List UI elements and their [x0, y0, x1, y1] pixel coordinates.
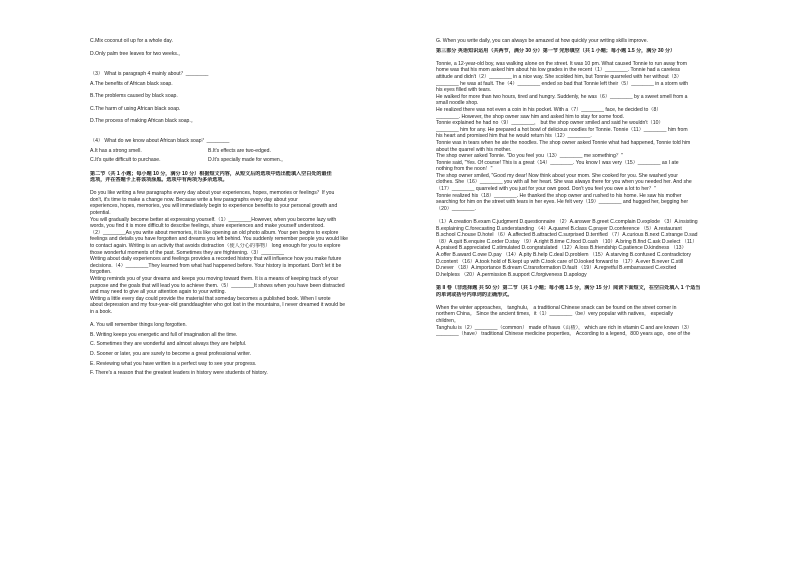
- options-row: [90, 148, 436, 155]
- answer-options-line: B.explaining C.forecasting D.understanding （4）A.quarrel B.class C.prayer D.conference （5）A.restaurant: [436, 225, 682, 232]
- section-heading: 的单词或括号内单词的正确形式。: [436, 291, 513, 298]
- story-line: The shop owner smiled, "Good my dear! Now think about your mom. She cooked for you. She washed your: [436, 172, 678, 179]
- passage-line: northern China。 Since the ancient times，it（1）________（be）very popular with natives， especially: [436, 311, 673, 318]
- story-line: small noodle shop.: [436, 100, 479, 107]
- passage-line: ________（have） traditional Chinese medicine properties。 According to a legend，800 years ago，one of the: [436, 331, 691, 338]
- choice-a: A. You will remember things long forgotten.: [90, 322, 187, 329]
- story-line: ________. However, the shop owner saw him and asked him to stay for some food.: [436, 113, 625, 120]
- section-heading: 第三部分 英语知识运用（共两节，满分 30 分）第一节 完形填空（共 1 小题；每小题 1.5 分，满分 30 分）: [436, 47, 676, 54]
- passage-line: Tanghulu is（2）________（common） made of haws（山楂）， which are rich in vitamin C and are known（3）: [436, 324, 692, 331]
- question-4: （4） What do we know about African black soap？________: [90, 138, 230, 145]
- passage-line: You will gradually become better at expressing yourself.（1）________However, when you become lazy with: [90, 216, 337, 223]
- option-c: C.The harm of using African black soap.: [90, 105, 181, 112]
- passage-line: words, you find it is more difficult to describe feelings, share experiences and make yourself understood.: [90, 223, 325, 230]
- option-b: B.The problems caused by black soap.: [90, 93, 178, 100]
- story-line: ________ him for any. He prepared a hot bowl of delicious noodles for Tonnie. Tonnie（11）________ him from: [436, 126, 688, 133]
- story-line: He realized there was not even a coin in his pocket. With a（7）________ face, he decided to（8）: [436, 106, 662, 113]
- option-c: C.It's quite difficult to purchase.: [90, 157, 161, 164]
- choice-c: C. Sometimes they are wonderful and almost always they are helpful.: [90, 341, 247, 348]
- passage-line: decisions.（4）________They learned from what had happened before. Your history is important. Don't let it be: [90, 262, 342, 269]
- passage-line: those wonderful moments of the past. Sometimes they are frightening.（3）________: [90, 249, 284, 256]
- passage-line: Do you like writing a few paragraphs every day about your experiences, hopes, memories or feelings？If you: [90, 190, 335, 197]
- answer-options-line: D.never （18）A.importance B.dream C.transformation D.fault （19）A.regretful B.embarrassed C.excited: [436, 265, 677, 272]
- story-line: He walked for more than two hours, tired and hungry. Suddenly, he was（6）________ by a sweet smell from a: [436, 93, 688, 100]
- passage-line: experiences, hopes, memories, you will immediately begin to experience benefits to your personal growth and: [90, 203, 338, 210]
- passage-line: and may need to give all your attention again to your writing.: [90, 289, 226, 296]
- passage-line: Writing a little every day could provide the material that someday becomes a published book. When I wrote: [90, 295, 331, 302]
- option-a: A.The benefits of African black soap.: [90, 80, 173, 87]
- story-line: Tonnie was in tears when he ate the noodles. The shop owner asked Tonnie what had happened, Tonnie told him: [436, 139, 691, 146]
- passage-line: don't, it's time to make a change now. Because write a few paragraphs every day about your: [90, 196, 298, 203]
- story-line: Tonnie realized his（18）________. He thanked the shop owner and rushed to his home. He saw his mother: [436, 192, 682, 199]
- choice-f: F. There's a reason that the greatest leaders in history were students of history.: [90, 370, 268, 377]
- passage-line: feelings and details you have forgotten and dreams you left behind. You suddenly remember people you would like: [90, 236, 348, 243]
- story-line: about the quarrel with his mother.: [436, 146, 512, 153]
- passage-line: potential.: [90, 210, 111, 217]
- passage-line: Writing about daily experiences and feelings provides a recorded history that will influence how you make future: [90, 256, 342, 263]
- story-line: Tonnie explained he had no（9）________， but the shop owner smiled and said he wouldn't（10）: [436, 120, 664, 127]
- choice-d: D. Sooner or later, you are surely to become a great professional writer.: [90, 350, 252, 357]
- story-line: ________ he was at fault. The（4）________ ended so bad that Tonnie left their（5）________ in a storm with: [436, 80, 689, 87]
- passage-line: in a book.: [90, 308, 113, 315]
- answer-options-line: D.content （16）A.took hold of B.kept up with C.took care of D.looked forward to （17）A.ever B.never C.still: [436, 258, 684, 265]
- passage-line: to contact again. Writing is an activity that avoids distraction（使人分心的事物） long enough for you to explore: [90, 243, 341, 250]
- answer-options-line: A.praised B.appreciated C.stimulated D.congratulated （12）A.loss B.friendship C.patience D.kindness （13）: [436, 245, 687, 252]
- choice-e: E. Reviewing what you have written is a perfect way to see your progress.: [90, 360, 257, 367]
- section-heading: 选项，并在答题卡上将该项涂黑。选项中有两项为多余选项。: [90, 177, 228, 184]
- story-line: clothes. She（16）________ you with all her heart. She was always there for you when you needed her. And she: [436, 179, 692, 186]
- option-d: D.It's specially made for women.。: [208, 157, 287, 164]
- story-line: his heart and promised him that he would return his（12）________.: [436, 133, 592, 140]
- option-d: D.The process of making African black soap.。: [90, 118, 196, 125]
- left-column: [90, 38, 436, 377]
- answer-options-line: （1）A.creation B.exam C.judgment D.questionnaire （2）A.answer B.greet C.complain D.explode （3）A.insisting: [436, 219, 698, 226]
- choice-g: G. When you write daily, you can always be amazed at how quickly your writing skills improve.: [436, 38, 648, 44]
- passage-line: children。: [436, 317, 459, 324]
- story-line: home was that his mom asked him about his low grades in the recent（1）________. Tonnie had a careless: [436, 67, 681, 74]
- text-line: C.Mix coconut oil up for a whole day.: [90, 38, 173, 44]
- answer-options-line: D.helpless （20）A.permission B.support C.forgiveness D.apology: [436, 271, 587, 278]
- story-line: searching for him on the street with tears in her eyes. He felt very（19）________ and hugged her, begging her: [436, 199, 689, 206]
- answer-options-line: A.offer B.award C.owe D.pay （14）A.pity B.help C.deal D.problem （15）A.starving B.confused C.contradictory: [436, 252, 691, 258]
- text-line: D.Only palm tree leaves for two weeks.。: [90, 51, 184, 58]
- story-line: The shop owner asked Tonnie. "Do you feel you（13）________ me something？": [436, 153, 623, 160]
- story-line: （20）________.: [436, 205, 476, 212]
- section-heading: 第 II 卷（非选择题 共 50 分）第二节（共 1 小题；每小题 1.5 分，满分 15 分）阅读下面短文，在空白处填入 1 个适当: [436, 284, 701, 291]
- options-row: [90, 157, 436, 164]
- passage-line: purpose and the goals that will lead you to achieve them.（5）________It shows when you have been distracted: [90, 282, 345, 289]
- answer-options-line: （8）A.quit B.enquire C.order D.stay （9）A.right B.time C.food D.cash （10）A.bring B.find C.ask D.select （11）: [436, 238, 698, 245]
- story-line: attitude and didn't（2）________ in a nice way. She scolded him, but Tonnie quarreled with her without（3）: [436, 73, 682, 80]
- story-line: his eyes filled with tears.: [436, 87, 492, 94]
- story-line: Tonnie said, "Yes. Of course! This is a great（14）________. You know I was very（15）________ as I ate: [436, 159, 679, 166]
- passage-line: forgotten.: [90, 269, 112, 276]
- story-line: nothing from the noon！": [436, 166, 493, 173]
- answer-options-line: B.school C.house D.hotel （6）A.affected B.attracted C.surprised D.terrified （7）A.curious B.next C.strange D.sad: [436, 232, 698, 239]
- passage-line: When the winter approaches， tanghulu， a traditional Chinese snack can be found on the street corner in: [436, 304, 677, 311]
- option-b: B.It's effects are two-edged.: [208, 147, 271, 154]
- passage-line: （2）________As you write about memories, it is like opening an old photo album. Your pen begins to explore: [90, 229, 339, 236]
- section-heading: 第二节（共 1 小题；每小题 10 分，满分 10 分）根据短文内容，从短文后的选项中选出能填入空白处的最佳: [90, 170, 332, 177]
- choice-b: B. Writing keeps you energetic and full of imagination all the time.: [90, 331, 238, 338]
- passage-line: about depression and my four-year-old granddaughter who got lost in the mountains, I never dreamed it would be: [90, 302, 346, 309]
- story-line: Tonnie, a 12-year-old boy, was walking alone on the street. It was 10 pm. What caused Tonnie to run away from: [436, 60, 687, 67]
- story-line: （17）________ quarreled with you just for your own good. Don't you feel you owe a lot to her？": [436, 186, 656, 193]
- question-3: （3） What is paragraph 4 mainly about？________: [90, 70, 209, 77]
- passage-line: Writing reminds you of your dreams and keeps you moving toward them. It is a means of keeping track of your: [90, 276, 339, 282]
- right-column: [436, 38, 784, 338]
- option-a: A.It has a strong smell.: [90, 147, 142, 154]
